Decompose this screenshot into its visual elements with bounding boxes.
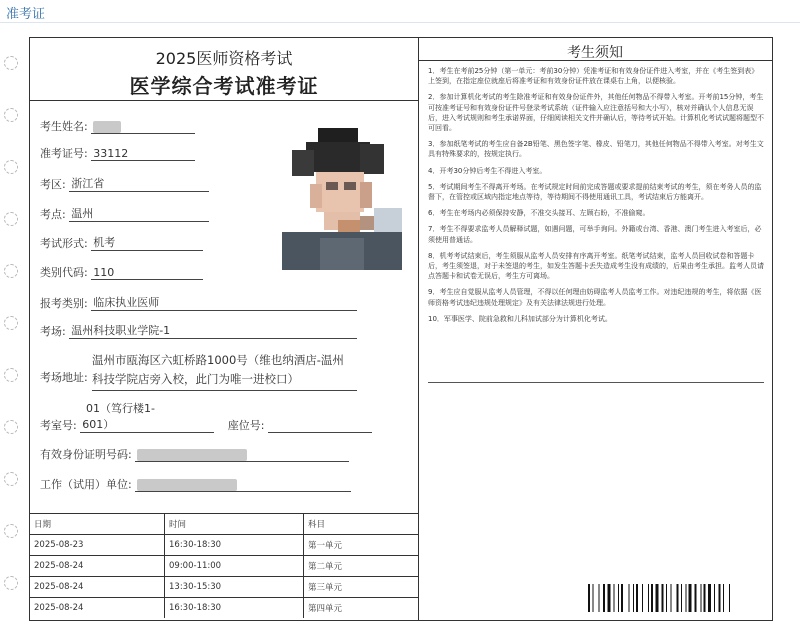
barcode-bar <box>651 584 653 612</box>
employer-value <box>135 478 351 492</box>
notes-item: 4．开考30分钟后考生不得进入考室。 <box>428 166 547 175</box>
schedule-time: 16:30-18:30 <box>165 598 304 619</box>
category-label: 报考类别: <box>40 297 88 310</box>
address-underline <box>92 390 357 391</box>
venue-value: 温州科技职业学院-1 <box>69 322 357 339</box>
binding-hole <box>4 56 18 70</box>
barcode-bar <box>629 584 630 612</box>
barcode-bar <box>723 584 724 612</box>
binding-hole <box>4 524 18 538</box>
notes-item: 3．参加纸笔考试的考生应自备2B铅笔、黑色签字笔、橡皮、铅笔刀，其他任何物品不得带入考室。对考生文具有特殊要求的，按规定执行。 <box>428 140 764 159</box>
venue-row <box>40 322 357 339</box>
ticket-number-value: 33112 <box>91 147 195 161</box>
schedule-header-subject: 科目 <box>304 514 419 535</box>
binding-hole <box>4 108 18 122</box>
notes-panel <box>418 38 772 620</box>
ticket-title: 医学综合考试准考证 <box>129 74 319 98</box>
binding-hole <box>4 368 18 382</box>
barcode-bar <box>689 584 692 612</box>
barcode-bar <box>603 584 605 612</box>
binding-hole <box>4 212 18 226</box>
name-row <box>40 118 195 134</box>
region-value: 浙江省 <box>69 175 209 192</box>
exam-subtitle: 2025医师资格考试 <box>155 49 293 68</box>
notes-item: 5．考试期间考生不得离开考场。在考试规定时间前完成答题或要求提前结束考试的考生，须在考务人员的监督下，在管控或区域内指定地点等待，等待期间不得使用通讯工具，考试结束后方能离开。 <box>428 182 762 202</box>
exam-form-value: 机考 <box>91 234 203 251</box>
schedule-subject: 第一单元 <box>304 535 419 556</box>
barcode-bar <box>636 584 638 612</box>
category-code-row <box>40 264 203 280</box>
schedule-date: 2025-08-24 <box>30 598 165 619</box>
barcode-bar <box>719 584 721 612</box>
notes-end-divider <box>428 382 764 383</box>
barcode-bar <box>701 584 702 612</box>
id-label: 有效身份证明号码: <box>40 448 132 461</box>
employer-label: 工作（试用）单位: <box>40 478 132 491</box>
schedule-date: 2025-08-24 <box>30 577 165 598</box>
schedule-date: 2025-08-23 <box>30 535 165 556</box>
notes-item: 7．考生不得要求监考人员解释试题，如遇问题，可举手询问。外籍或台湾、香港、澳门考生进入考室后，必须使用普通话。 <box>428 225 762 244</box>
binding-hole <box>4 316 18 330</box>
notes-item: 10．军事医学、院前急救和儿科加试部分为计算机化考试。 <box>428 314 612 323</box>
barcode-bar <box>666 584 667 612</box>
id-row <box>40 446 349 462</box>
site-label: 考点: <box>40 208 66 221</box>
title-divider <box>30 100 418 101</box>
category-code-label: 类别代码: <box>40 266 88 279</box>
top-bar <box>0 0 800 23</box>
id-value <box>135 448 349 462</box>
notes-title: 考生须知 <box>567 45 623 61</box>
barcode-bar <box>662 584 664 612</box>
table-row <box>30 535 418 556</box>
region-label: 考区: <box>40 178 66 191</box>
venue-label: 考场: <box>40 325 66 338</box>
page-title: 准考证 <box>6 7 46 22</box>
region-row <box>40 175 209 192</box>
room-value: 601） <box>80 416 214 433</box>
schedule-header-date: 日期 <box>30 514 165 535</box>
barcode-bar <box>608 584 611 612</box>
barcode-bar <box>671 584 672 612</box>
barcode <box>586 584 766 612</box>
barcode-bar <box>714 584 715 612</box>
name-label: 考生姓名: <box>40 120 88 133</box>
barcode-bar <box>614 584 615 612</box>
seat-label: 座位号: <box>227 419 265 432</box>
barcode-bar <box>677 584 679 612</box>
table-row <box>30 556 418 577</box>
room-row <box>40 416 372 433</box>
employer-row <box>40 476 351 492</box>
barcode-bar <box>695 584 697 612</box>
exam-form-row <box>40 234 203 251</box>
exam-form-label: 考试形式: <box>40 237 88 250</box>
barcode-bar <box>686 584 687 612</box>
category-code-value: 110 <box>91 266 203 280</box>
notes-item: 2．参加计算机化考试的考生除准考证和有效身份证件外，其他任何物品不得带入考室。开考前15分钟，考生可按准考证号和有效身份证件号登录考试系统（证件输入应注意括号和大小写），核对并确认个人信息无误后，进入考试规则和考生承诺界面，仔细阅读相关文件并确认后，等待考试开始。计算机化考试试题将题型不可回看。 <box>428 93 764 133</box>
name-value <box>91 120 195 134</box>
site-row <box>40 205 209 222</box>
room-label: 考室号: <box>40 419 77 432</box>
table-row <box>30 598 418 619</box>
schedule-subject: 第二单元 <box>304 556 419 577</box>
schedule-subject: 第四单元 <box>304 598 419 619</box>
address-value: 温州市瓯海区六虹桥路1000号（维也纳酒店-温州科技学院店旁入校，此门为唯一进校口） <box>92 353 344 386</box>
notes-item: 9．考生应自觉服从监考人员管理，不得以任何理由妨碍监考人员监考工作。对违纪违规的考生，将依据《医师资格考试违纪违规处理规定》及有关法律法规进行处理。 <box>428 288 762 307</box>
category-value: 临床执业医师 <box>91 294 357 311</box>
binding-hole <box>4 472 18 486</box>
schedule-table <box>30 513 418 618</box>
barcode-bar <box>656 584 659 612</box>
barcode-bar <box>648 584 649 612</box>
barcode-bar <box>681 584 682 612</box>
address-label: 考场地址: <box>40 371 88 384</box>
barcode-bar <box>599 584 600 612</box>
notes-item: 6．考生在考场内必须保持安静，不准交头接耳、左顾右盼，不准偷窥。 <box>428 209 650 218</box>
binding-hole <box>4 264 18 278</box>
binding-hole <box>4 420 18 434</box>
schedule-time: 16:30-18:30 <box>165 535 304 556</box>
barcode-bar <box>588 584 590 612</box>
binding-hole <box>4 576 18 590</box>
notes-item: 8．机考考试结束后，考生须服从监考人员安排有序离开考室。纸笔考试结束，监考人员回收试卷和答题卡后，考生须签退，对于未签退的考生，如发生答题卡丢失造成考生没有成绩的，后果由考生承担。监考人员请点答题卡和试卷无误后，考生方可离场。 <box>428 251 764 281</box>
barcode-bar <box>621 584 623 612</box>
notes-list <box>428 66 764 330</box>
ticket-left-panel <box>30 38 419 620</box>
schedule-time: 09:00-11:00 <box>165 556 304 577</box>
site-value: 温州 <box>69 205 209 222</box>
barcode-bar <box>729 584 730 612</box>
barcode-bar <box>642 584 643 612</box>
table-row <box>30 577 418 598</box>
ticket-number-label: 准考证号: <box>40 147 88 160</box>
barcode-bar <box>704 584 706 612</box>
schedule-subject: 第三单元 <box>304 577 419 598</box>
schedule-header-time: 时间 <box>165 514 304 535</box>
binding-hole <box>4 160 18 174</box>
barcode-bar <box>708 584 711 612</box>
notes-item: 1．考生在考前25分钟（第一单元：考前30分钟）凭准考证和有效身份证件进入考室，并在《考生签到表》上签到，在指定座位就座后将准考证和有效身份证件放在课桌右上角，以便核验。 <box>428 67 759 86</box>
notes-title-divider <box>418 60 772 61</box>
candidate-photo <box>282 120 402 270</box>
schedule-date: 2025-08-24 <box>30 556 165 577</box>
schedule-header-row <box>30 514 418 535</box>
barcode-bar <box>593 584 594 612</box>
barcode-bar <box>618 584 619 612</box>
admission-ticket-card <box>29 37 773 621</box>
ticket-number-row <box>40 145 195 161</box>
barcode-bar <box>633 584 634 612</box>
category-row <box>40 294 357 311</box>
seat-value <box>268 419 372 433</box>
room-line1: 01（笃行楼1- <box>86 402 155 415</box>
schedule-time: 13:30-15:30 <box>165 577 304 598</box>
